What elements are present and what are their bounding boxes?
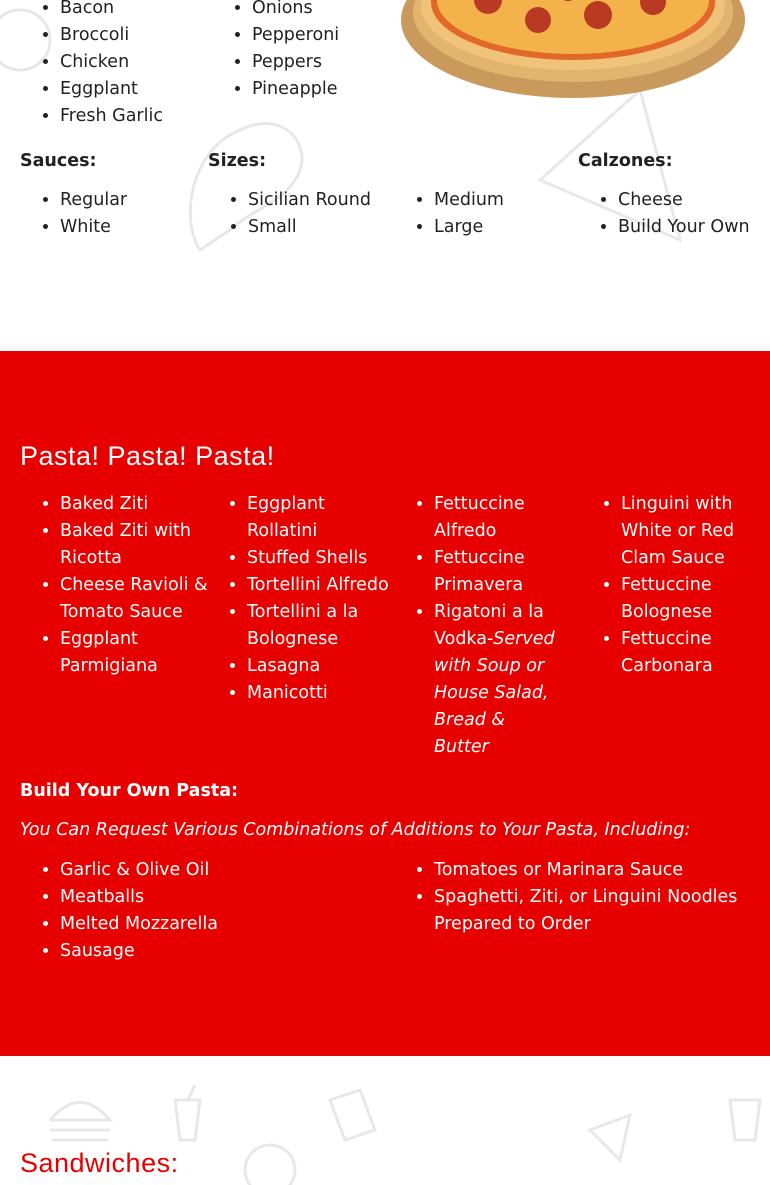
pasta-list-2 — [207, 491, 399, 707]
pasta-addition: • Spaghetti, Ziti, or Linguini Noodles Prepared to Order — [434, 884, 770, 938]
size-item: • Small — [248, 214, 418, 241]
pasta-list-3 — [394, 491, 564, 761]
toppings-list-1 — [20, 0, 230, 130]
calzone-item: • Build Your Own — [618, 214, 768, 241]
build-pasta-list-1 — [20, 857, 400, 965]
build-pasta-list-2 — [394, 857, 770, 938]
pasta-item: • Cheese Ravioli & Tomato Sauce — [60, 572, 210, 626]
sizes-list-2 — [394, 187, 604, 241]
pasta-addition: • Tomatoes or Marinara Sauce — [434, 857, 770, 884]
build-pasta-label: Build Your Own Pasta: — [20, 781, 239, 801]
pasta-list-4 — [581, 491, 756, 680]
sauce-item: • Regular — [60, 187, 230, 214]
pasta-list-1 — [20, 491, 210, 680]
build-pasta-intro: You Can Request Various Combinations of Additions to Your Pasta, Including: — [20, 820, 691, 840]
topping-item: • Pineapple — [252, 76, 422, 103]
topping-item: • Bacon — [60, 0, 230, 22]
size-item: • Medium — [434, 187, 604, 214]
pasta-item: • Eggplant Parmigiana — [60, 626, 210, 680]
sandwiches-section — [0, 1056, 770, 1185]
pizza-options-section — [0, 0, 770, 351]
pasta-item: • Fettuccine Alfredo — [434, 491, 564, 545]
topping-item: • Eggplant — [60, 76, 230, 103]
calzone-item: • Cheese — [618, 187, 768, 214]
pasta-item-note: Served with Soup or House Salad, Bread & Butter — [434, 629, 555, 757]
pasta-addition: • Meatballs — [60, 884, 400, 911]
pasta-item: • Baked Ziti — [60, 491, 210, 518]
pasta-item: • Fettuccine Carbonara — [621, 626, 756, 680]
topping-item: • Onions — [252, 0, 422, 22]
pasta-item: • Fettuccine Primavera — [434, 545, 564, 599]
topping-item: • Peppers — [252, 49, 422, 76]
pasta-item: • Tortellini a la Bolognese — [247, 599, 399, 653]
sauce-item: • White — [60, 214, 230, 241]
sizes-label: Sizes: — [208, 151, 267, 171]
pasta-item-name: Rigatoni a la Vodka- — [434, 602, 544, 649]
calzones-list — [578, 187, 768, 241]
pasta-item: • Stuffed Shells — [247, 545, 399, 572]
pasta-item: • Linguini with White or Red Clam Sauce — [621, 491, 756, 572]
pasta-item: • Baked Ziti with Ricotta — [60, 518, 210, 572]
pasta-item: • Lasagna — [247, 653, 399, 680]
sauces-label: Sauces: — [20, 151, 97, 171]
topping-item: • Broccoli — [60, 22, 230, 49]
calzones-label: Calzones: — [578, 151, 673, 171]
pasta-addition: • Garlic & Olive Oil — [60, 857, 400, 884]
pasta-item-vodka — [434, 599, 564, 761]
topping-item: • Pepperoni — [252, 22, 422, 49]
pasta-item: • Manicotti — [247, 680, 399, 707]
pasta-addition: • Melted Mozzarella — [60, 911, 400, 938]
sauces-list — [20, 187, 230, 241]
sizes-list-1 — [208, 187, 418, 241]
pasta-title: Pasta! Pasta! Pasta! — [20, 441, 275, 471]
pasta-addition: • Sausage — [60, 938, 400, 965]
size-item: • Large — [434, 214, 604, 241]
pasta-section — [0, 351, 770, 1056]
pasta-item: • Fettuccine Bolognese — [621, 572, 756, 626]
size-item: • Sicilian Round — [248, 187, 418, 214]
pasta-item: • Eggplant Rollatini — [247, 491, 399, 545]
pizza-image — [398, 0, 748, 100]
topping-item: • Chicken — [60, 49, 230, 76]
toppings-list-2 — [212, 0, 422, 103]
topping-item: • Fresh Garlic — [60, 103, 230, 130]
sandwiches-title: Sandwiches: — [20, 1148, 179, 1178]
pasta-item: • Tortellini Alfredo — [247, 572, 399, 599]
